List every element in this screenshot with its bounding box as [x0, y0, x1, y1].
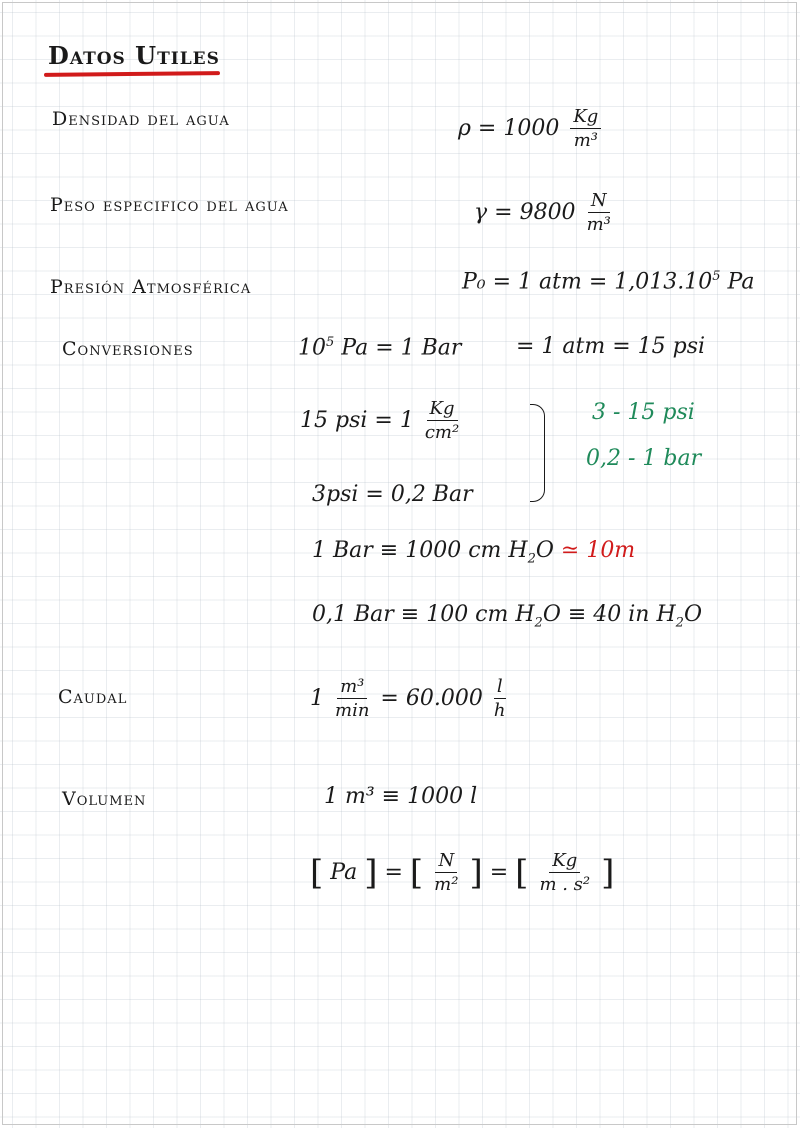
presion-value: [462, 270, 754, 293]
peso-den: m³: [586, 214, 611, 235]
units-kg-den: m . s²: [539, 874, 591, 895]
page-title: Datos Utiles: [48, 41, 220, 70]
volumen-value: 1 m³ ≡ 1000 l: [324, 784, 478, 809]
conv-line-2: [300, 400, 463, 442]
presion-expr-a: P₀ = 1 atm = 1,013.10: [462, 269, 713, 295]
bracket-open-1: [: [310, 853, 324, 893]
equals-2: =: [489, 860, 509, 885]
peso-lhs: γ = 9800: [474, 200, 576, 225]
presion-label: Presión Atmosférica: [50, 276, 252, 298]
conv-line-5-b: O ≡ 40 in H: [542, 602, 676, 627]
units-n-den: m²: [434, 874, 459, 895]
conv-line-4: [312, 540, 635, 565]
conv-line-5-a: 0,1 Bar ≡ 100 cm H: [312, 602, 535, 627]
bracket-open-2: [: [409, 853, 424, 893]
presion-exp: 5: [712, 269, 721, 284]
densidad-fraction: [570, 108, 601, 150]
equals-1: =: [384, 860, 403, 885]
conv-line-1-exp: 5: [326, 335, 335, 350]
bracket-close-3: ]: [601, 853, 615, 893]
peso-fraction: [587, 192, 611, 234]
caudal-value: [310, 678, 510, 720]
units-kg-num: Kg: [549, 852, 580, 873]
bracket-close-1: ]: [364, 853, 378, 893]
presion-expr-b: Pa: [727, 269, 755, 295]
densidad-label: Densidad del agua: [52, 108, 230, 130]
range-bracket: [530, 404, 545, 502]
conversiones-label: Conversiones: [62, 338, 194, 360]
caudal-fraction-2: [494, 678, 506, 720]
densidad-den: m³: [573, 130, 598, 151]
caudal-coef: 1: [310, 686, 324, 711]
caudal-den-2: h: [493, 700, 506, 721]
caudal-num: m³: [337, 678, 367, 699]
caudal-eq: = 60.000: [380, 686, 483, 711]
peso-value: [474, 192, 615, 234]
conv-line-1-a: 10: [298, 335, 326, 361]
conv-line-1-b: Pa = 1 Bar: [341, 335, 462, 361]
units-kg-fraction: [539, 852, 590, 894]
conv-line-2-fraction: [425, 400, 459, 442]
conv-line-3: 3psi = 0,2 Bar: [312, 482, 473, 507]
units-n-fraction: [434, 852, 458, 894]
conv-line-1: [298, 336, 461, 359]
conv-line-5-sub1: 2: [534, 615, 543, 631]
bracket-close-2: ]: [469, 853, 483, 893]
units-n-num: N: [435, 852, 457, 873]
range-bar: 0,2 - 1 bar: [586, 446, 702, 471]
units-pa: Pa: [330, 860, 358, 885]
caudal-num-2: l: [494, 678, 506, 699]
peso-num: N: [588, 192, 610, 213]
conv-line-2-den: cm²: [424, 422, 460, 443]
bracket-open-3: [: [515, 853, 529, 893]
densidad-lhs: ρ = 1000: [458, 116, 560, 141]
conv-line-4-red: ≃ 10m: [560, 538, 636, 563]
volumen-label: Volumen: [62, 788, 147, 810]
range-psi: 3 - 15 psi: [592, 400, 695, 425]
conv-line-2-lhs: 15 psi = 1: [300, 408, 414, 433]
conv-line-5: [312, 604, 702, 629]
caudal-label: Caudal: [58, 686, 128, 708]
conv-line-5-c: O: [683, 602, 702, 627]
conv-line-4-b: O: [535, 538, 554, 563]
caudal-den: min: [335, 700, 370, 721]
conv-line-5-sub2: 2: [675, 615, 684, 631]
conv-line-1-c: = 1 atm = 15 psi: [516, 334, 706, 359]
caudal-fraction-1: [335, 678, 369, 720]
peso-label: Peso especifico del agua: [50, 194, 289, 216]
conv-line-2-num: Kg: [427, 400, 458, 421]
conv-line-4-sub: 2: [527, 551, 536, 567]
densidad-num: Kg: [570, 108, 601, 129]
densidad-value: [458, 108, 605, 150]
conv-line-4-a: 1 Bar ≡ 1000 cm H: [312, 538, 528, 563]
units-expression: [310, 852, 614, 894]
